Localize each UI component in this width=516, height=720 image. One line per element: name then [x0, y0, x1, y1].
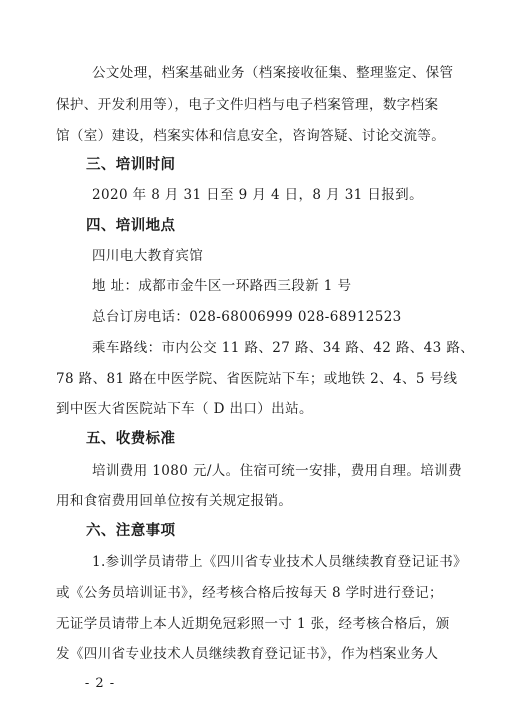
body-line: 无证学员请带上本人近期免冠彩照一寸 1 张，经考核合格后，颁: [56, 616, 450, 632]
page-number: - 2 -: [84, 676, 116, 691]
booking-phone: 总台订房电话：028-68006999 028-68912523: [92, 309, 402, 325]
section-heading-time: 三、培训时间: [86, 157, 176, 173]
body-line: 培训费用 1080 元/人。住宿可统一安排，费用自理。培训费: [92, 463, 462, 479]
body-line: 公文处理，档案基础业务（档案接收征集、整理鉴定、保管: [92, 65, 454, 81]
transit-route: 乘车路线：市内公交 11 路、27 路、34 路、42 路、43 路、: [92, 340, 475, 356]
body-line: 到中医大省医院站下车（ D 出口）出站。: [56, 401, 313, 417]
body-line: 用和食宿费用回单位按有关规定报销。: [56, 493, 293, 509]
venue-name: 四川电大教育宾馆: [92, 248, 204, 264]
body-line: 1.参训学员请带上《四川省专业技术人员继续教育登记证书》: [92, 554, 468, 570]
section-heading-notes: 六、注意事项: [86, 523, 176, 539]
body-line: 发《四川省专业技术人员继续教育登记证书》，作为档案业务人: [56, 646, 439, 662]
body-line: 78 路、81 路在中医学院、省医院站下车；或地铁 2、4、5 号线: [56, 371, 458, 387]
section-heading-location: 四、培训地点: [86, 218, 176, 234]
section-heading-fees: 五、收费标准: [86, 431, 176, 447]
body-line: 保护、开发利用等），电子文件归档与电子档案管理，数字档案: [56, 97, 439, 113]
body-line: 2020 年 8 月 31 日至 9 月 4 日，8 月 31 日报到。: [92, 187, 423, 203]
body-line: 或《公务员培训证书》，经考核合格后按每天 8 学时进行登记；: [56, 585, 443, 601]
venue-address: 地 址：成都市金牛区一环路西三段新 1 号: [92, 278, 352, 294]
body-line: 馆（室）建设，档案实体和信息安全，咨询答疑、讨论交流等。: [56, 128, 446, 144]
